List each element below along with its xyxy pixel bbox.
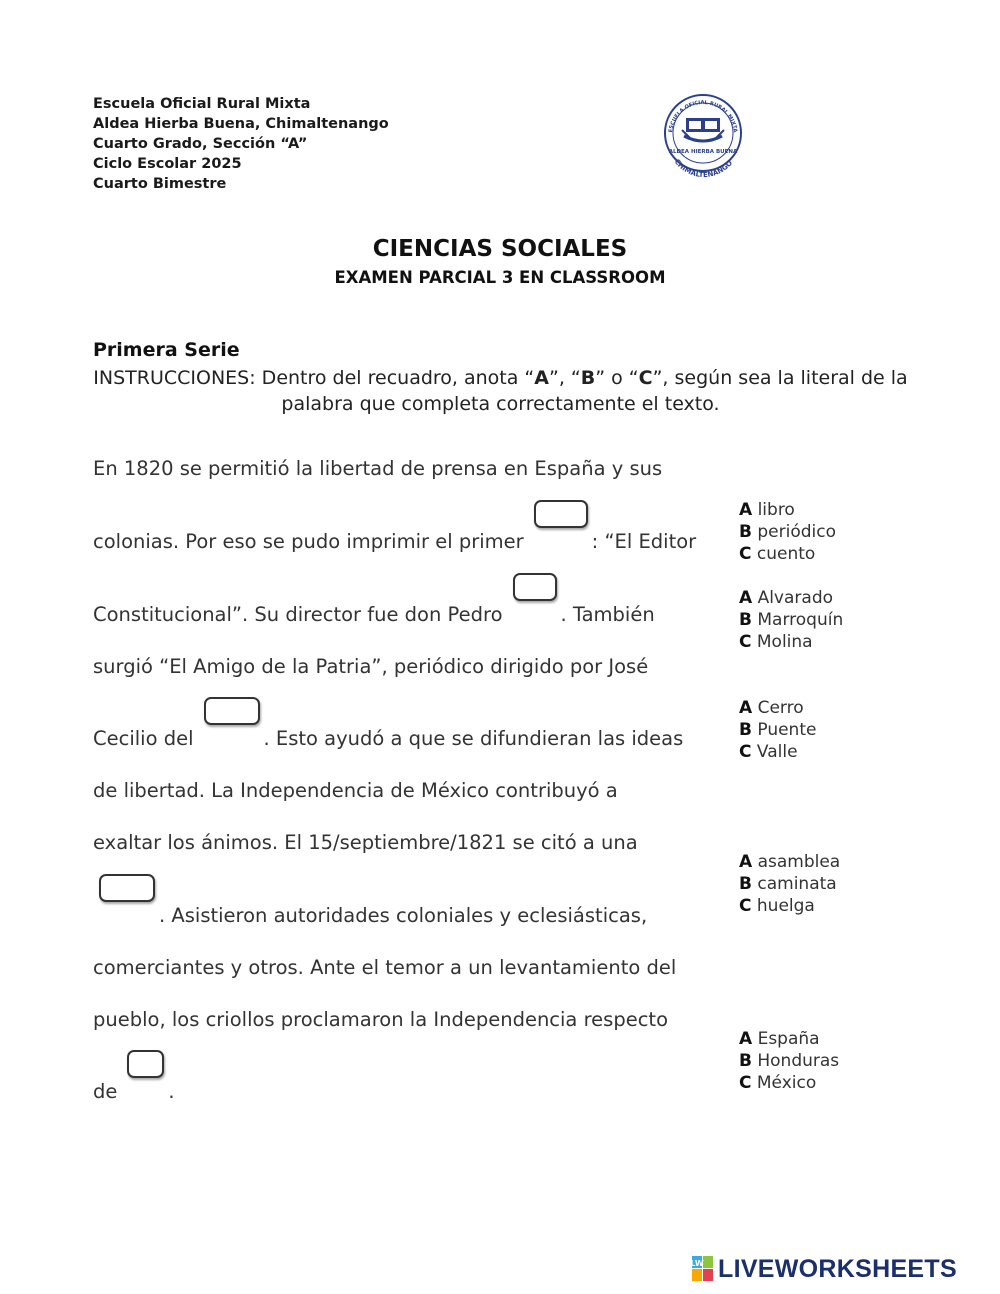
instructions-letter-c: C xyxy=(638,367,653,389)
logo-letters: LW xyxy=(690,1259,704,1268)
option-item: C Valle xyxy=(739,742,798,762)
passage-line-8 xyxy=(93,904,647,932)
option-item: C cuento xyxy=(739,544,816,564)
school-grade: Cuarto Grado, Sección “A” xyxy=(93,136,308,152)
options-group-1 xyxy=(739,499,836,565)
option-item: A Alvarado xyxy=(739,588,834,608)
exam-title: EXAMEN PARCIAL 3 EN CLASSROOM xyxy=(334,268,666,287)
option-item: B caminata xyxy=(739,874,837,894)
instructions-letter-b: B xyxy=(580,367,596,389)
instructions xyxy=(93,365,908,417)
liveworksheets-brand xyxy=(692,1254,957,1284)
passage-line-1: En 1820 se permitió la libertad de prensa en España y sus xyxy=(93,457,663,480)
passage-text: Constitucional”. Su director fue don Pedro xyxy=(93,603,503,626)
instructions-sep-2: ” o “ xyxy=(595,367,639,389)
passage-text: : “El Editor xyxy=(591,530,697,553)
liveworksheets-logo-icon xyxy=(692,1256,714,1282)
passage-text: . Esto ayudó a que se difundieran las ideas xyxy=(263,727,684,750)
subject-title: CIENCIAS SOCIALES xyxy=(372,236,628,262)
options-group-3 xyxy=(739,697,816,763)
answer-blank-3[interactable] xyxy=(204,697,260,725)
option-item: A Cerro xyxy=(739,698,804,718)
passage-text: colonias. Por eso se pudo imprimir el primer xyxy=(93,530,524,553)
answer-blank-1[interactable] xyxy=(534,500,588,528)
passage-text: . xyxy=(168,1080,175,1103)
option-item: B Marroquín xyxy=(739,610,844,630)
passage-text: de xyxy=(93,1080,118,1103)
passage-line-9: comerciantes y otros. Ante el temor a un levantamiento del xyxy=(93,956,677,979)
options-group-2 xyxy=(739,587,843,653)
section-heading: Primera Serie xyxy=(93,339,240,361)
options-group-4 xyxy=(739,851,840,917)
seal-bottom-text: CHIMALTENANGO xyxy=(672,157,735,180)
option-item: A España xyxy=(739,1029,820,1049)
instructions-letter-a: A xyxy=(534,367,549,389)
option-item: C Molina xyxy=(739,632,813,652)
option-item: A asamblea xyxy=(739,852,841,872)
school-name: Escuela Oficial Rural Mixta xyxy=(93,96,311,112)
option-item: A libro xyxy=(739,500,795,520)
passage-line-3 xyxy=(93,603,655,631)
brand-name: LIVEWORKSHEETS xyxy=(718,1254,957,1283)
school-seal-logo xyxy=(660,90,746,180)
school-year: Ciclo Escolar 2025 xyxy=(93,156,242,172)
option-item: B Puente xyxy=(739,720,817,740)
school-term: Cuarto Bimestre xyxy=(93,176,227,192)
passage-line-7: exaltar los ánimos. El 15/septiembre/1821 se citó a una xyxy=(93,831,638,854)
seal-top-text: ESCUELA OFICIAL RURAL MIXTA xyxy=(668,99,738,133)
option-item: B periódico xyxy=(739,522,836,542)
passage-text: . Asistieron autoridades coloniales y eclesiásticas, xyxy=(159,904,648,927)
options-group-5 xyxy=(739,1028,839,1094)
passage-text: Cecilio del xyxy=(93,727,194,750)
answer-blank-5[interactable] xyxy=(127,1050,164,1078)
instructions-sep-1: ”, “ xyxy=(549,367,581,389)
passage-line-5 xyxy=(93,727,683,755)
instructions-suffix: ”, según sea la literal de la palabra que completa correctamente el texto. xyxy=(281,367,908,415)
seal-middle-text: ALDEA HIERBA BUENA xyxy=(668,149,738,155)
option-item: C huelga xyxy=(739,896,815,916)
passage-line-10: pueblo, los criollos proclamaron la Independencia respecto xyxy=(93,1008,669,1031)
instructions-prefix: INSTRUCCIONES: Dentro del recuadro, anota “ xyxy=(93,367,535,389)
passage-line-11 xyxy=(93,1080,175,1108)
passage-line-4: surgió “El Amigo de la Patria”, periódico dirigido por José xyxy=(93,655,649,678)
answer-blank-2[interactable] xyxy=(513,573,557,601)
answer-blank-4[interactable] xyxy=(99,874,155,902)
school-village: Aldea Hierba Buena, Chimaltenango xyxy=(93,116,389,132)
option-item: B Honduras xyxy=(739,1051,840,1071)
passage-text: . También xyxy=(560,603,655,626)
passage-line-2 xyxy=(93,530,696,558)
option-item: C México xyxy=(739,1073,817,1093)
school-info xyxy=(93,94,389,194)
passage-line-6: de libertad. La Independencia de México contribuyó a xyxy=(93,779,618,802)
